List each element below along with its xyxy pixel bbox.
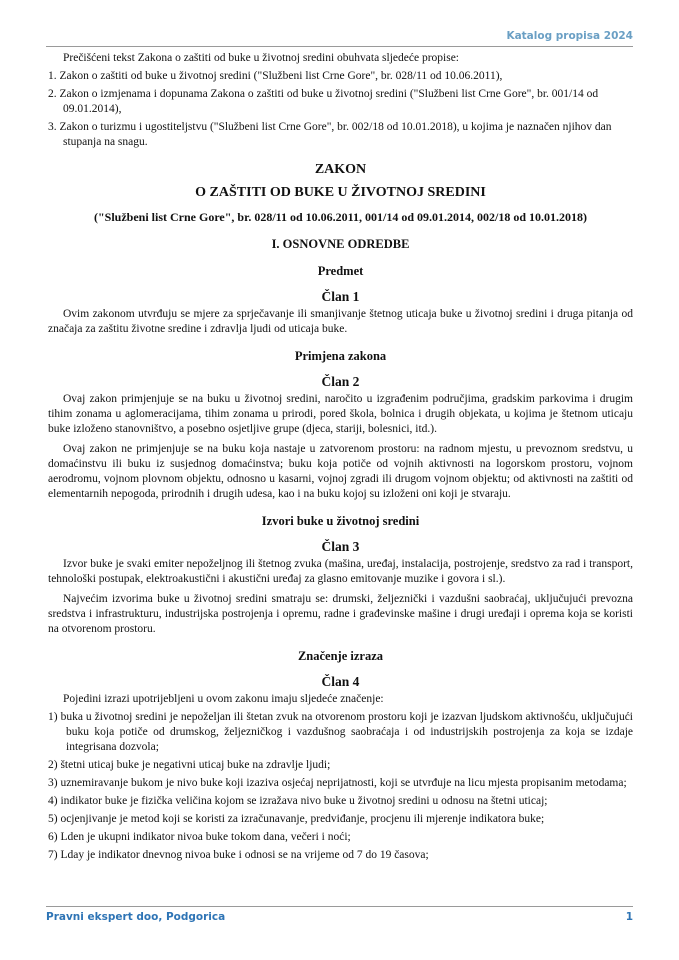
document-body xyxy=(48,51,633,863)
law-name: O ZAŠTITI OD BUKE U ŽIVOTNOJ SREDINI xyxy=(195,185,486,200)
page-header xyxy=(46,30,633,47)
article-2-p2: Ovaj zakon ne primjenjuje se na buku koja nastaje u zatvorenom prostoru: na radnom mjestu, u prevoznom sredstvu, u domaćinstvu ili buku iz susjednog domaćinstva; buku koja potiče od vojnih aktivnosti na logorskom prostoru, vojnom aerodromu, vojnom plovnom objektu, odnosno u kasarni, vojnoj zgradi ili drugom vojnom objektu; od aktivnosti na zaštiti od elementarnih nepogoda, prirodnih i drugih udesa, kao i na buku kojoj su izloženi oni koji je stvaraju. xyxy=(48,443,633,500)
publisher-name: Pravni ekspert doo, Podgorica xyxy=(46,911,226,923)
page-footer xyxy=(46,906,633,923)
article-3-p1: Izvor buke je svaki emiter nepoželjnog ili štetnog zvuka (mašina, uređaj, instalacija, postrojenje, sredstvo za rad i transport, tehnološki postupak, elektroakustični i akustični uređaj za glasno emitovanje muzike i govora i sl.). xyxy=(48,558,633,585)
section-heading-izvori: Izvori buke u životnoj sredini xyxy=(261,514,420,528)
chapter-heading: I. OSNOVNE ODREDBE xyxy=(271,237,410,251)
intro-item-2: 2. Zakon o izmjenama i dopunama Zakona o zaštiti od buke u životnoj sredini ("Službeni list Crne Gore", br. 001/14 od 09.01.2014), xyxy=(48,88,599,115)
section-heading-predmet: Predmet xyxy=(317,264,364,278)
intro-item-3: 3. Zakon o turizmu i ugostiteljstvu ("Službeni list Crne Gore", br. 002/18 od 10.01.2018), u kojima je naznačen njihov dan stupanja na snagu. xyxy=(48,121,612,148)
article-2-heading: Član 2 xyxy=(321,374,360,389)
article-3-heading: Član 3 xyxy=(321,539,360,554)
intro-item-1: 1. Zakon o zaštiti od buke u životnoj sredini ("Službeni list Crne Gore", br. 028/11 od 10.06.2011), xyxy=(48,70,503,82)
article-4-heading: Član 4 xyxy=(321,674,360,689)
law-title: ZAKON xyxy=(314,162,367,177)
definition-item: 4) indikator buke je fizička veličina kojom se izražava nivo buke u životnoj sredini u odnosu na štetni uticaj; xyxy=(48,795,548,807)
official-gazette-ref: ("Službeni list Crne Gore", br. 028/11 od 10.06.2011, 001/14 od 09.01.2014, 002/18 od 10.01.2018) xyxy=(93,210,588,224)
definition-item: 1) buka u životnoj sredini je nepoželjan ili štetan zvuk na otvorenom prostoru koji je izazvan ljudskom aktivnošću, uključujući buku koja potiče od drumskog, željezničkog i vazdušnog saobraćaja i od industrijskih postrojenja za koja se izdaje integrisana dozvola; xyxy=(48,711,633,753)
intro-lead: Prečišćeni tekst Zakona o zaštiti od buke u životnoj sredini obuhvata sljedeće propise: xyxy=(63,52,460,64)
article-4-lead: Pojedini izrazi upotrijebljeni u ovom zakonu imaju sljedeće značenje: xyxy=(63,693,384,705)
definition-item: 7) Lday je indikator dnevnog nivoa buke i odnosi se na vrijeme od 7 do 19 časova; xyxy=(48,849,429,861)
article-2-p1: Ovaj zakon primjenjuje se na buku u životnoj sredini, naročito u izgrađenim područjima, gradskim parkovima i drugim tihim zonama u aglomeracijama, tihim zonama u prirodi, pored škola, bolnica i drugih objekata, u kojima je štetnom uticaju buke izloženo stanovništvo, a posebno osjetljive grupe (djeca, stariji, bolesnici, itd.). xyxy=(48,393,633,435)
article-1-p1: Ovim zakonom utvrđuju se mjere za sprječavanje ili smanjivanje štetnog uticaja buke u životnoj sredini i druga pitanja od značaja za zaštitu životne sredine i zdravlja ljudi od uticaja buke. xyxy=(48,308,633,335)
section-heading-primjena: Primjena zakona xyxy=(294,349,387,363)
definition-item: 6) Lden je ukupni indikator nivoa buke tokom dana, večeri i noći; xyxy=(48,831,351,843)
definition-item: 2) štetni uticaj buke je negativni uticaj buke na zdravlje ljudi; xyxy=(48,759,331,771)
definition-item: 5) ocjenjivanje je metod koji se koristi za izračunavanje, predviđanje, procjenu ili mjerenje indikatora buke; xyxy=(48,813,545,825)
article-1-heading: Član 1 xyxy=(321,289,360,304)
section-heading-znacenje: Značenje izraza xyxy=(297,649,384,663)
page-number: 1 xyxy=(625,911,633,923)
catalog-title: Katalog propisa 2024 xyxy=(506,30,633,42)
article-3-p2: Najvećim izvorima buke u životnoj sredini smatraju se: drumski, željeznički i vazdušni saobraćaj, uključujući prevozna sredstva i infrastrukturu, industrijska postrojenja i opremu, radne i građevinske mašine i drugi uređaji i oprema koja se koristi na otvorenom prostoru. xyxy=(48,593,633,635)
definition-item: 3) uznemiravanje bukom je nivo buke koji izaziva osjećaj neprijatnosti, koji se utvrđuje na licu mjesta propisanim metodama; xyxy=(48,777,627,789)
